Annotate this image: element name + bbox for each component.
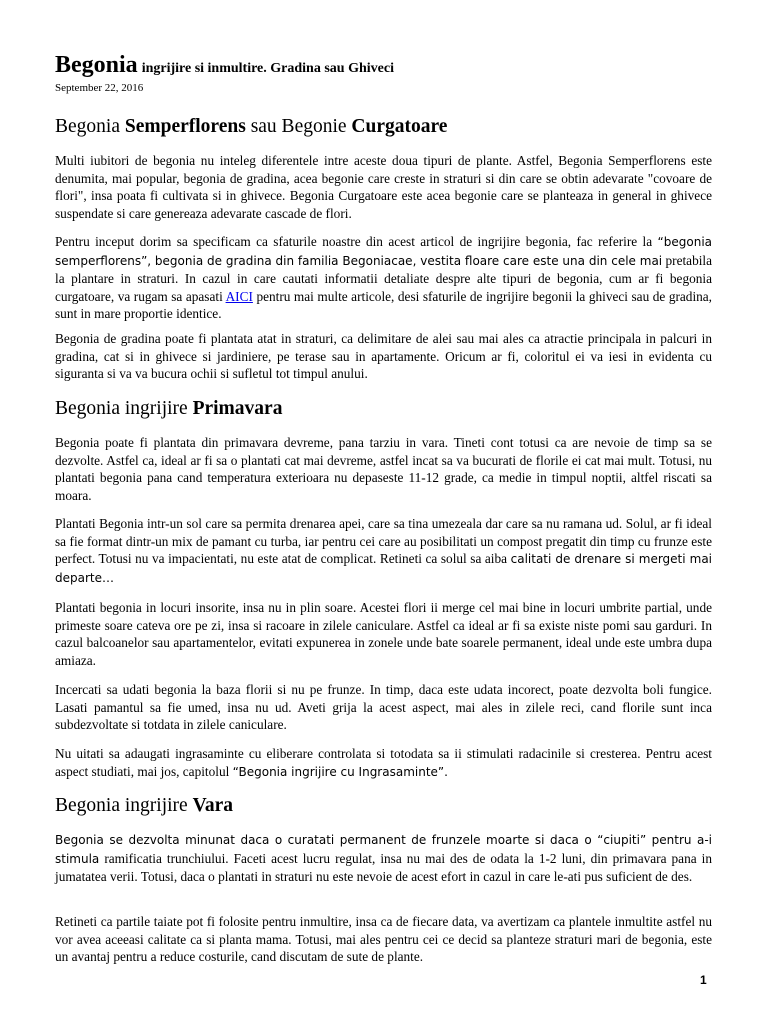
- paragraph-6: Plantati begonia in locuri insorite, insa nu in plin soare. Acestei flori ii merge cel mai bine in locuri umbrite partial, unde primeste soare cateva ore pe zi, insa si racoare in zilele caniculare. Astfel ca ideal ar fi sa existe niste pomi sau garduri. In cazul balcoanelor sau apartamentelor, evitati expunerea in zonele unde bate soarele permanent, ideal unde este umbra dupa amiaza.: [55, 600, 712, 668]
- paragraph-10: Retineti ca partile taiate pot fi folosite pentru inmultire, insa ca de fiecare data, va avertizam ca plantele inmultite astfel nu vor avea aceeasi calitate ca si planta mama. Totusi, mai ales pentru cei ce decid sa planteze straturi mari de begonia, este un avantaj pentru a reduce costurile, cand discutam de sute de plante.: [55, 914, 712, 964]
- paragraph-8: [55, 745, 712, 781]
- title-subtitle: ingrijire si inmultire. Gradina sau Ghiveci: [141, 61, 394, 76]
- paragraph-2: [55, 233, 712, 323]
- paragraph-9: [55, 831, 712, 886]
- title-main: Begonia: [55, 52, 138, 78]
- section-heading-vara: [55, 795, 712, 817]
- paragraph-text-sans: Begonia se dezvolta minunat daca o curatati permanent de frunzele moarte si daca o “ciupiti” pentru a-i stimula: [55, 833, 712, 866]
- aici-link[interactable]: AICI: [225, 288, 253, 304]
- paragraph-text-sans: “begonia semperflorens”, begonia de gradina din familia Begoniacae, vestita floare care este una din cele mai: [55, 235, 712, 268]
- publish-date: September 22, 2016: [55, 82, 144, 94]
- paragraph-text: Nu uitati sa adaugati ingrasaminte cu eliberare controlata si totodata sa ii stimulati radacinile si cresterea. Pentru acest aspect studiati, mai jos, capitolul: [55, 746, 712, 779]
- section-heading-primavara: [55, 398, 712, 420]
- paragraph-text: ramificatia trunchiului. Faceti acest lucru regulat, insa nu mai des de odata la 1-2 luni, din primavara pana in jumatatea verii. Totusi, daca o plantati in straturi nu este nevoie de acest efort in cazul in care le-ati pus suficient de des.: [55, 850, 712, 884]
- paragraph-1: Multi iubitori de begonia nu inteleg diferentele intre aceste doua tipuri de plante. Astfel, Begonia Semperflorens este denumita, mai popular, begonia de gradina, acea begonie care creste in straturi si din care se obtin adevarate "covoare de flori", insa poata fi cultivata si in ghivece. Begonia Curgatoare este acea begonie care se planteaza in general in ghivece suspendate si care genereaza adevarate cascade de flori.: [55, 153, 712, 221]
- heading-text: Begonia ingrijire: [55, 398, 188, 419]
- heading-text: sau Begonie: [250, 116, 347, 137]
- heading-bold-curgatoare: Curgatoare: [351, 116, 448, 137]
- heading-text: Begonia ingrijire: [55, 795, 188, 816]
- document-title: [55, 52, 712, 79]
- section-heading-types: [55, 116, 712, 138]
- heading-bold-primavara: Primavara: [192, 398, 283, 419]
- paragraph-text-sans: “Begonia ingrijire cu Ingrasaminte”.: [232, 764, 448, 779]
- heading-text: Begonia: [55, 116, 120, 137]
- paragraph-text: Pentru inceput dorim sa specificam ca sfaturile noastre din acest articol de ingrijire begonia, fac referire la: [55, 234, 653, 249]
- paragraph-7: Incercati sa udati begonia la baza florii si nu pe frunze. In timp, daca este udata incorect, poate dezvolta boli fungice. Lasati pamantul sa fie umed, insa nu ud. Aveti grija la acest aspect, mai ales in zilele reci, cand florile sunt inca subdezvoltate si totdata in zilele caniculare.: [55, 682, 712, 732]
- paragraph-5: [55, 515, 712, 587]
- paragraph-text: pentru mai multe articole, desi sfaturile de ingrijire begonii la ghiveci sau de gradina, sunt in mare proportie identice.: [55, 288, 713, 321]
- page-number: 1: [700, 973, 707, 987]
- heading-bold-semperflorens: Semperflorens: [124, 116, 246, 137]
- heading-bold-vara: Vara: [192, 795, 234, 816]
- paragraph-text: Plantati Begonia intr-un sol care sa permita drenarea apei, care sa tina umezeala dar care sa nu ramana ud. Solul, ar fi ideal sa fie format dintr-un mix de pamant cu turba, iar pentru cei care au posibilitati un compost pregatit din timp cu frunze este perfect. Totusi nu va impacientati, nu este atat de complicat. Retineti ca solul sa aiba: [55, 516, 712, 566]
- paragraph-text: pretabila la plantare in straturi. In cazul in care cautati informatii detaliate despre alte tipuri de begonia, cum ar fi begonia curgatoare, va rugam sa apasati: [55, 252, 713, 304]
- paragraph-3: Begonia de gradina poate fi plantata atat in straturi, ca delimitare de alei sau mai ales ca atractie principala in palcuri in gradina, cat si in ghivece si jardiniere, pe terase sau in apartamente. Oricum ar fi, coloritul ei va iesi in evidenta cu siguranta si va va bucura ochii si sufletul tot timpul anului.: [55, 331, 712, 381]
- paragraph-4: Begonia poate fi plantata din primavara devreme, pana tarziu in vara. Tineti cont totusi ca are nevoie de timp sa se dezvolte. Astfel ca, ideal ar fi sa o plantati cat mai devreme, astfel incat sa va bucurati de florile ei cat mai mult. Totusi, nu plantati begonia pana cand temperatura exterioara nu depaseste 11-12 grade, ca medie in timpul noptii, altfel riscati sa moara.: [55, 435, 712, 503]
- paragraph-text-sans: calitati de drenare si mergeti mai departe…: [55, 552, 713, 585]
